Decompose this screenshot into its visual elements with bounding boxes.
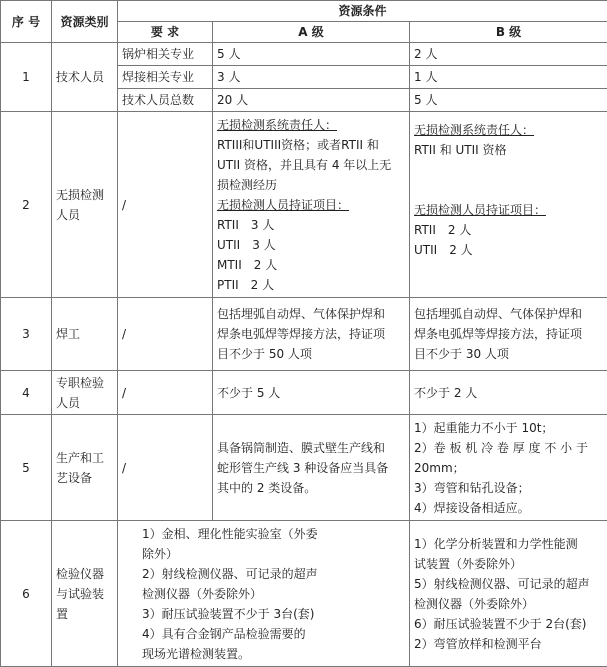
header-requirement: 要 求	[118, 22, 213, 43]
table-row	[1, 43, 607, 66]
category-line: 艺设备	[56, 468, 113, 488]
text-line: RTII 2 人	[414, 220, 603, 240]
header-grade-a: A 级	[213, 22, 410, 43]
row-grade-b	[410, 521, 607, 667]
text-line: 1）化学分析装置和力学性能测	[414, 534, 603, 554]
row-grade-a	[213, 112, 410, 298]
text-line: 2）射线检测仪器、可记录的超声	[142, 564, 405, 584]
row-grade-a: 3 人	[213, 66, 410, 89]
row-no: 1	[1, 43, 52, 112]
table-row	[1, 521, 607, 667]
row-grade-b: 5 人	[410, 89, 607, 112]
text-line	[414, 160, 603, 180]
text-line: 1）起重能力不小于 10t；	[414, 418, 603, 438]
header-row-1	[1, 1, 607, 22]
text-line: 2）卷 板 机 冷 卷 厚 度 不 小 于	[414, 438, 603, 458]
category-line: 无损检测	[56, 185, 113, 205]
text-line: 20mm；	[414, 458, 603, 478]
text-line: 目不少于 30 人项	[414, 344, 603, 364]
text-line: 无损检测系统责任人：	[414, 120, 603, 140]
row-grade-b: 2 人	[410, 43, 607, 66]
text-line: 蛇形管生产线 3 种设备应当具备	[217, 458, 405, 478]
text-line: 无损检测人员持证项目：	[414, 200, 603, 220]
table-row	[1, 371, 607, 415]
text-line: 无损检测人员持证项目：	[217, 195, 405, 215]
text-line: UTII 3 人	[217, 235, 405, 255]
text-line: 试装置（外委除外）	[414, 554, 603, 574]
text-line: UTII 2 人	[414, 240, 603, 260]
row-requirement: /	[118, 112, 213, 298]
text-line: 1）金相、理化性能实验室（外委	[142, 524, 405, 544]
row-grade-b: 不少于 2 人	[410, 371, 607, 415]
row-grade-a	[213, 415, 410, 521]
text-line: 检测仪器（外委除外）	[414, 594, 603, 614]
row-grade-b: 1 人	[410, 66, 607, 89]
text-line: RTII 3 人	[217, 215, 405, 235]
category-line: 与试验装	[56, 584, 113, 604]
text-line: 包括埋弧自动焊、气体保护焊和	[414, 304, 603, 324]
text-line: 3）弯管和钻孔设备；	[414, 478, 603, 498]
row-grade-b	[410, 112, 607, 298]
row-category	[52, 112, 118, 298]
category-line: 专职检验	[56, 373, 113, 393]
row-grade-a: 5 人	[213, 43, 410, 66]
header-grade-b: B 级	[410, 22, 607, 43]
row-grade-a: 不少于 5 人	[213, 371, 410, 415]
text-line: MTII 2 人	[217, 255, 405, 275]
text-line: RTIII和UTIII资格；或者RTII 和	[217, 135, 405, 155]
text-line: 检测仪器（外委除外）	[142, 584, 405, 604]
table-row	[1, 298, 607, 371]
row-grade-a: 20 人	[213, 89, 410, 112]
row-category	[52, 371, 118, 415]
text-line: 具备锅筒制造、膜式壁生产线和	[217, 438, 405, 458]
category-line: 置	[56, 604, 113, 624]
row-category	[52, 521, 118, 667]
text-line: 4）焊接设备相适应。	[414, 498, 603, 518]
row-requirement: 锅炉相关专业	[118, 43, 213, 66]
text-line: 6）耐压试验装置不少于 2台(套)	[414, 614, 603, 634]
category-line: 人员	[56, 393, 113, 413]
row-category: 技术人员	[52, 43, 118, 112]
row-grade-a	[118, 521, 410, 667]
text-line: 除外）	[142, 544, 405, 564]
text-line: 损检测经历	[217, 175, 405, 195]
text-line: PTII 2 人	[217, 275, 405, 295]
text-line: 目不少于 50 人项	[217, 344, 405, 364]
row-no: 4	[1, 371, 52, 415]
row-no: 3	[1, 298, 52, 371]
header-conditions: 资源条件	[118, 1, 607, 22]
row-requirement: /	[118, 415, 213, 521]
text-line: 其中的 2 类设备。	[217, 478, 405, 498]
header-category: 资源类别	[52, 1, 118, 43]
header-no: 序 号	[1, 1, 52, 43]
text-line: 3）耐压试验装置不少于 3台(套)	[142, 604, 405, 624]
text-line: RTII 和 UTII 资格	[414, 140, 603, 160]
category-line: 生产和工	[56, 448, 113, 468]
text-line: 5）射线检测仪器、可记录的超声	[414, 574, 603, 594]
row-requirement: 焊接相关专业	[118, 66, 213, 89]
text-line: 包括埋弧自动焊、气体保护焊和	[217, 304, 405, 324]
table-row	[1, 112, 607, 298]
text-line: 现场光谱检测装置。	[142, 644, 405, 664]
category-line: 人员	[56, 205, 113, 225]
text-line: UTII 资格，并且具有 4 年以上无	[217, 155, 405, 175]
row-category	[52, 415, 118, 521]
text-line: 4）具有合金钢产品检验需要的	[142, 624, 405, 644]
text-line: 无损检测系统责任人：	[217, 115, 405, 135]
row-requirement: /	[118, 298, 213, 371]
table-row	[1, 415, 607, 521]
text-line: 焊条电弧焊等焊接方法，持证项	[217, 324, 405, 344]
row-requirement: 技术人员总数	[118, 89, 213, 112]
row-grade-b	[410, 298, 607, 371]
row-category: 焊工	[52, 298, 118, 371]
row-grade-a	[213, 298, 410, 371]
text-line	[414, 180, 603, 200]
row-no: 6	[1, 521, 52, 667]
category-line: 检验仪器	[56, 564, 113, 584]
row-requirement: /	[118, 371, 213, 415]
text-line: 焊条电弧焊等焊接方法，持证项	[414, 324, 603, 344]
row-grade-b	[410, 415, 607, 521]
text-line: 2）弯管放样和检测平台	[414, 634, 603, 654]
row-no: 2	[1, 112, 52, 298]
row-no: 5	[1, 415, 52, 521]
